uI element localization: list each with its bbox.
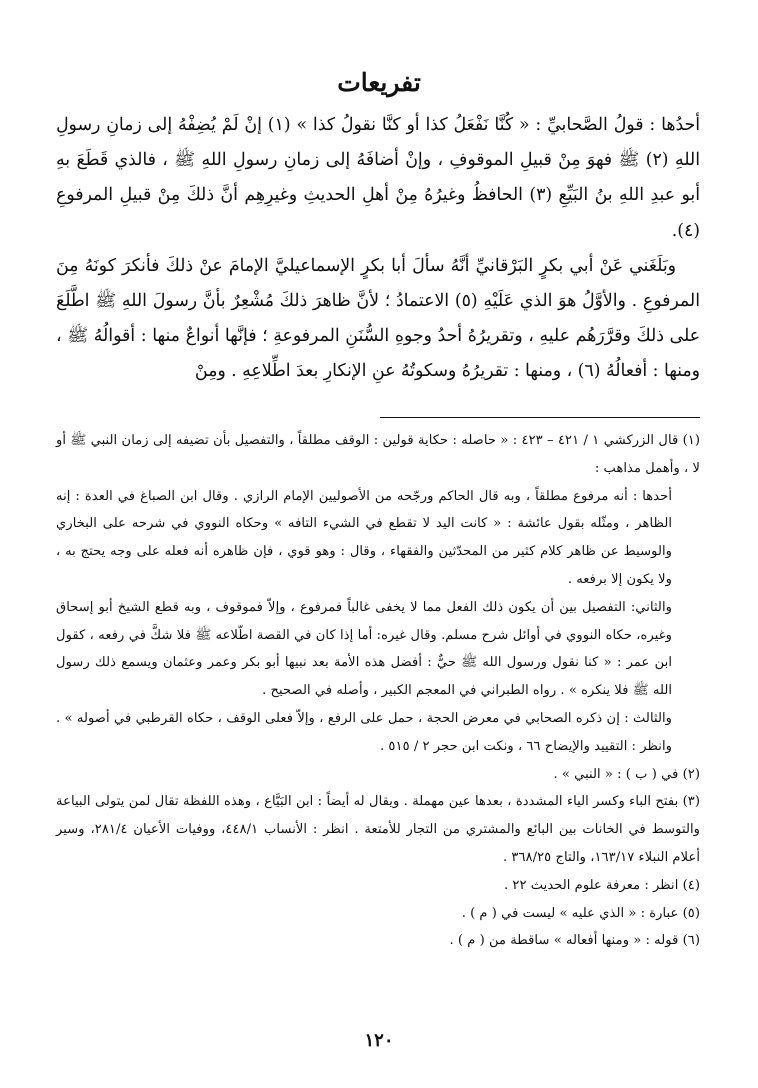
footnote-paragraph: والثالث : إن ذكره الصحابي في معرض الحجة ، حمل على الرفع ، وإلاّ فعلى الوقف ، حكاه القرطبي في أصوله » . وانظر : التقييد والإيضاح ٦٦ ، ونكت ابن حجر ٢ / ٥١٥ . [56,710,672,754]
footnote-number: (٤) [682,877,700,893]
footnote-1 [56,427,700,761]
footnote-number: (٢) [682,766,700,782]
page-number: ١٢٠ [364,1030,394,1051]
footnote-number: (٣) [682,794,700,810]
footnote-text: بفتح الباء وكسر الياء المشددة ، بعدها عين مهملة . ويقال له أيضاً : ابن البَيَّاع ، وهذه اللفظة تقال لمن يتولى البياعة والتوسط في الخانات بين البائع والمشتري من التجار للأمتعة . انظر : الأنساب ٤٤٨/١، ووفيات الأعيان ٢٨١/٤، وسير أعلام النبلاء ١٦٣/١٧، والتاج ٣٦٨/٢٥ . [56,794,700,865]
footnote-4 [56,872,700,900]
footnote-paragraph: والثاني: التفصيل بين أن يكون ذلك الفعل مما لا يخفى غالباً فمرفوع ، وإلاّ فموقوف ، وبه قطع الشيخ أبو إسحاق وغيره، حكاه النووي في أوائل شرح مسلم. وقال غيره: أما إذا كان في القصة اطّلاعه ﷺ فلا شكَّ في رفعه ، كقول ابن عمر : « كنا نقول ورسول الله ﷺ حيٌّ : أفضل هذه الأمة بعد نبيها أبو بكر وعمر وعثمان ويسمع ذلك رسول الله ﷺ فلا ينكره » . رواه الطبراني في المعجم الكبير ، وأصله في الصحيح . [56,599,672,699]
footnote-text: قوله : « ومنها أفعاله » ساقطة من ( م ) . [449,933,679,949]
footnote-5 [56,900,700,928]
footnote-number: (٥) [682,905,700,921]
main-text [56,108,700,390]
footnote-number: (١) [682,433,700,448]
main-paragraph: أحدُها : قولُ الصَّحابيِّ : « كُنَّا نَفْعَلُ كذا أو كنَّا نقولُ كذا » (١) إنْ لَمْ يُضِفْهُ إلى زمانِ رسولِ اللهِ (٢) ﷺ فهوَ مِنْ قبيلِ الموقوفِ ، وإنْ أضافَهُ إلى زمانِ رسولِ اللهِ ﷺ ، فالذي قَطَعَ بهِ أبو عبدِ اللهِ بنُ البَيِّعِ (٣) الحافظُ وغيرُهُ مِنْ أهلِ الحديثِ وغيرِهِم أنَّ ذلكَ مِنْ قبيلِ المرفوعِ (٤). [56,115,700,241]
footnote-text: عبارة : « الذي عليه » ليست في ( م ) . [461,905,679,921]
footnote-2 [56,761,700,789]
section-title: تفريعات [337,68,421,97]
footnote-number: (٦) [682,933,700,949]
footnotes [56,427,700,955]
footnote-6 [56,927,700,955]
footnote-3 [56,788,700,871]
footnote-text: في ( ب ) : « النبي » . [553,766,679,782]
footnote-separator [380,417,700,418]
footnote-paragraph: أحدها : أنه مرفوع مطلقاً ، وبه قال الحاكم ورجّحه من الأصوليين الإمام الرازي . وقال ابن الصباغ في العدة : إنه الظاهر ، ومثّله بقول عائشة : « كانت اليد لا تقطع في الشيء التافه » وحكاه النووي في شرحه على البخاري والوسيط عن ظاهر كلام كثير من المحدّثين والفقهاء ، وقال : وهو قوي ، فإن ظاهره أنه فعله على وجه يحتج به ، ولا يكون إلا برفعه . [56,488,672,587]
footnote-text: انظر : معرفة علوم الحديث ٢٢ . [503,877,679,893]
main-paragraph: وبَلَغَني عَنْ أبي بكرٍ البَرْقانيِّ أنَّهُ سألَ أبا بكرٍ الإسماعيليَّ الإمامَ عنْ ذلكَ فأنكرَ كونَهُ مِنَ المرفوعِ . والأوَّلُ هوَ الذي عَلَيْهِ (٥) الاعتمادُ ؛ لأنَّ ظاهرَ ذلكَ مُشْعِرٌ بأنَّ رسولَ اللهِ ﷺ اطَّلَعَ على ذلكَ وقرَّرَهُم عليهِ ، وتقريرُهُ أحدُ وجوهِ السُّنَنِ المرفوعةِ ؛ فإنَّها أنواعٌ منها : أقوالُهُ ﷺ ، ومنها : أفعالُهُ (٦) ، ومنها : تقريرُهُ وسكوتُهُ عنِ الإنكارِ بعدَ اطِّلاعِهِ . ومِنْ [56,255,700,382]
footnote-text: قال الزركشي ١ / ٤٢١ – ٤٢٣ : « حاصله : حكاية قولين : الوقف مطلقاً ، والتفصيل بأن تضيفه إلى زمان النبي ﷺ أو لا ، وأهمل مذاهب : [56,433,700,476]
